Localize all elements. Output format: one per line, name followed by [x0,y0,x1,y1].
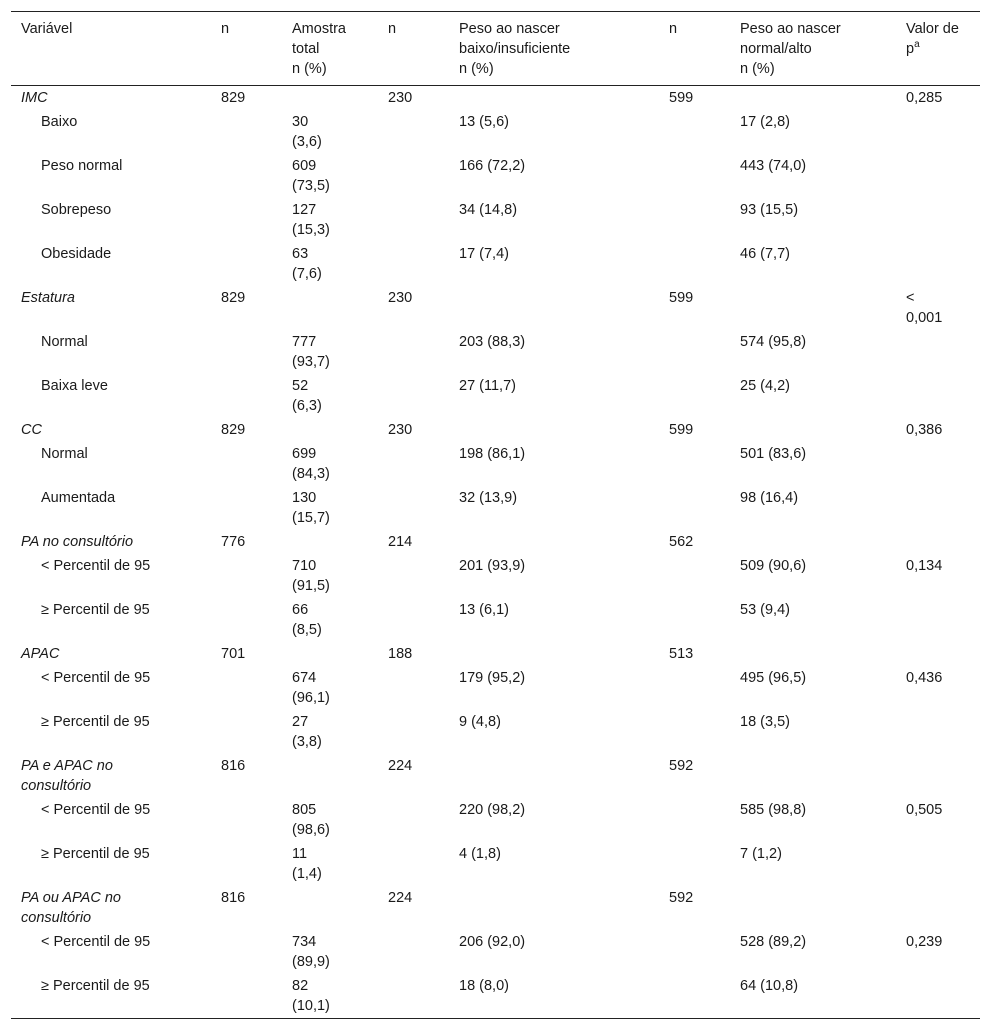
cell-baixo [449,754,659,798]
cell-baixo: 34 (14,8) [459,202,518,218]
cell-empty [659,842,730,886]
cell-baixo: 13 (6,1) [459,602,509,618]
cell-amostra [282,930,378,974]
table-row [11,110,980,154]
header-peso-baixo [449,12,659,86]
cell-empty [659,598,730,642]
cell-p-value: 0,505 [906,802,943,818]
table-row-group [11,754,980,798]
cell-amostra-n: 82 [292,978,309,994]
cell-empty [659,374,730,418]
cell-normal [730,418,896,442]
cell-empty [211,842,282,886]
cell-normal [730,530,896,554]
cell-empty [378,154,449,198]
cell-n-normal: 592 [669,758,694,774]
header-normal-line3: n (%) [740,61,775,77]
row-label: ≥ Percentil de 95 [41,846,150,862]
cell-n-normal: 599 [669,90,694,106]
cell-amostra-pct: (84,3) [292,466,330,482]
cell-empty [378,198,449,242]
cell-n-total: 701 [221,646,246,662]
header-peso-normal [730,12,896,86]
cell-amostra [282,198,378,242]
header-p-line1: Valor de [906,21,959,37]
cell-amostra-pct: (1,4) [292,866,322,882]
cell-baixo: 201 (93,9) [459,558,526,574]
cell-n-baixo: 230 [388,90,413,106]
table-row-group [11,286,980,330]
cell-n-total: 816 [221,758,246,774]
cell-amostra [282,842,378,886]
cell-n-baixo: 214 [388,534,413,550]
table-row [11,930,980,974]
cell-baixo [449,886,659,930]
cell-amostra-n: 66 [292,602,309,618]
cell-amostra-pct: (96,1) [292,690,330,706]
cell-empty [659,154,730,198]
table-row [11,330,980,374]
header-p-letter: p [906,41,915,57]
cell-amostra [282,418,378,442]
cell-n-normal: 599 [669,290,694,306]
cell-empty [659,710,730,754]
cell-empty [659,330,730,374]
cell-p-value: 0,134 [906,558,943,574]
cell-p-value [896,442,980,486]
cell-empty [211,930,282,974]
cell-amostra-n: 63 [292,246,309,262]
cell-amostra-n: 30 [292,114,309,130]
cell-empty [211,110,282,154]
cell-normal: 46 (7,7) [740,246,790,262]
group-label [11,886,211,930]
table-row-group [11,886,980,930]
cell-empty [211,330,282,374]
cell-amostra-n: 130 [292,490,317,506]
cell-p-value [896,598,980,642]
cell-n-normal: 513 [669,646,694,662]
cell-p-value [896,198,980,242]
cell-empty [659,442,730,486]
cell-empty [211,554,282,598]
cell-empty [378,554,449,598]
cell-amostra [282,154,378,198]
row-label: ≥ Percentil de 95 [41,714,150,730]
header-n-normal: n [669,21,678,37]
cell-p-value: 0,239 [906,934,943,950]
cell-p-value [896,974,980,1019]
cell-amostra-pct: (93,7) [292,354,330,370]
cell-p-value [896,642,980,666]
cell-p-value [896,110,980,154]
cell-amostra-n: 127 [292,202,317,218]
cell-n-total: 776 [221,534,246,550]
cell-amostra-n: 805 [292,802,317,818]
cell-p-value [896,754,980,798]
group-label: APAC [21,646,60,662]
table-row [11,598,980,642]
header-p-line2 [906,39,980,59]
cell-empty [211,798,282,842]
cell-baixo [449,642,659,666]
cell-empty [378,374,449,418]
cell-empty [659,242,730,286]
cell-amostra [282,442,378,486]
cell-empty [659,930,730,974]
cell-empty [378,442,449,486]
cell-n-normal: 592 [669,890,694,906]
table-row [11,798,980,842]
cell-empty [211,198,282,242]
cell-amostra-pct: (15,7) [292,510,330,526]
row-label: < Percentil de 95 [41,670,151,686]
data-table [11,11,980,1019]
cell-empty [211,974,282,1019]
header-amostra-total [282,12,378,86]
cell-p-value [896,242,980,286]
cell-amostra [282,486,378,530]
header-valor-p [896,12,980,86]
cell-amostra [282,554,378,598]
cell-amostra-n: 674 [292,670,317,686]
group-label-line1: PA e APAC no [21,758,113,774]
cell-amostra-pct: (3,6) [292,134,322,150]
header-amostra-line1: Amostra [292,21,346,37]
cell-empty [378,930,449,974]
row-label: Baixa leve [41,378,108,394]
cell-n-total: 829 [221,290,246,306]
cell-normal [730,286,896,330]
cell-n-baixo: 230 [388,422,413,438]
cell-p-value [896,486,980,530]
cell-n-total: 816 [221,890,246,906]
cell-n-normal: 562 [669,534,694,550]
cell-amostra-n: 699 [292,446,317,462]
cell-amostra-pct: (98,6) [292,822,330,838]
header-amostra-line2: total [292,41,320,57]
cell-baixo: 27 (11,7) [459,378,516,394]
cell-normal [730,754,896,798]
cell-empty [378,110,449,154]
cell-normal: 501 (83,6) [740,446,807,462]
cell-amostra-n: 609 [292,158,317,174]
cell-normal [730,642,896,666]
cell-empty [378,666,449,710]
cell-normal: 528 (89,2) [740,934,807,950]
cell-normal: 443 (74,0) [740,158,807,174]
header-baixo-line3: n (%) [459,61,494,77]
cell-empty [211,598,282,642]
cell-baixo: 179 (95,2) [459,670,526,686]
cell-normal: 509 (90,6) [740,558,807,574]
table-row [11,842,980,886]
cell-normal: 64 (10,8) [740,978,799,994]
row-label: < Percentil de 95 [41,558,151,574]
cell-amostra-pct: (91,5) [292,578,330,594]
row-label: Normal [41,446,88,462]
cell-baixo: 166 (72,2) [459,158,526,174]
cell-amostra [282,974,378,1019]
header-normal-line1: Peso ao nascer [740,21,841,37]
cell-empty [659,554,730,598]
cell-p-value [896,154,980,198]
row-label: Peso normal [41,158,123,174]
p-value-line1: < [906,290,915,306]
cell-n-baixo: 230 [388,290,413,306]
cell-amostra-pct: (6,3) [292,398,322,414]
cell-n-baixo: 224 [388,890,413,906]
cell-amostra [282,86,378,111]
row-label: ≥ Percentil de 95 [41,602,150,618]
table-row-group [11,86,980,111]
cell-p-value: 0,436 [906,670,943,686]
table-row [11,554,980,598]
cell-amostra-n: 734 [292,934,317,950]
cell-normal: 574 (95,8) [740,334,807,350]
table-row-group [11,642,980,666]
cell-p-value [896,530,980,554]
cell-amostra-n: 11 [292,846,308,862]
group-label-line2: consultório [21,778,92,794]
cell-normal: 53 (9,4) [740,602,790,618]
cell-amostra [282,330,378,374]
cell-amostra [282,886,378,930]
cell-baixo: 17 (7,4) [459,246,509,262]
cell-baixo: 18 (8,0) [459,978,509,994]
table-row [11,154,980,198]
cell-empty [659,110,730,154]
cell-amostra-pct: (3,8) [292,734,322,750]
cell-p-value: 0,386 [906,422,943,438]
group-label: IMC [21,90,48,106]
table-row-group [11,530,980,554]
table-row [11,974,980,1019]
header-n-total: n [221,21,230,37]
cell-p-value [896,374,980,418]
cell-empty [659,486,730,530]
group-label: CC [21,422,42,438]
cell-empty [659,974,730,1019]
cell-amostra [282,798,378,842]
cell-amostra [282,754,378,798]
cell-baixo: 9 (4,8) [459,714,501,730]
table-row-group [11,418,980,442]
table-row [11,666,980,710]
cell-baixo: 4 (1,8) [459,846,501,862]
cell-amostra-n: 710 [292,558,317,574]
header-amostra-line3: n (%) [292,61,327,77]
cell-empty [378,242,449,286]
cell-amostra [282,666,378,710]
cell-amostra [282,598,378,642]
cell-n-baixo: 188 [388,646,413,662]
cell-empty [211,242,282,286]
header-n-baixo: n [388,21,397,37]
cell-empty [211,710,282,754]
table-row [11,710,980,754]
cell-baixo: 220 (98,2) [459,802,526,818]
header-row [11,12,980,86]
table-row [11,442,980,486]
cell-baixo: 198 (86,1) [459,446,526,462]
table-row [11,242,980,286]
table-row [11,486,980,530]
cell-p-value: 0,285 [906,90,943,106]
cell-empty [378,710,449,754]
cell-empty [211,442,282,486]
cell-baixo: 203 (88,3) [459,334,526,350]
cell-amostra [282,530,378,554]
row-label: Sobrepeso [41,202,112,218]
cell-amostra-n: 27 [292,714,309,730]
header-variavel: Variável [21,21,73,37]
cell-empty [659,198,730,242]
p-value-line2: 0,001 [906,310,943,326]
cell-empty [211,666,282,710]
cell-normal: 7 (1,2) [740,846,782,862]
cell-amostra [282,642,378,666]
row-label: < Percentil de 95 [41,934,151,950]
cell-empty [378,974,449,1019]
row-label: Aumentada [41,490,116,506]
cell-amostra-n: 777 [292,334,317,350]
cell-empty [378,798,449,842]
header-baixo-line2: baixo/insuficiente [459,41,571,57]
cell-amostra [282,286,378,330]
cell-normal [730,86,896,111]
cell-normal [730,886,896,930]
cell-baixo [449,418,659,442]
cell-empty [659,798,730,842]
cell-amostra-pct: (15,3) [292,222,330,238]
group-label [11,754,211,798]
table-row [11,374,980,418]
cell-baixo: 32 (13,9) [459,490,518,506]
cell-empty [211,486,282,530]
cell-baixo [449,530,659,554]
cell-empty [378,598,449,642]
cell-baixo: 206 (92,0) [459,934,526,950]
cell-p-value [896,330,980,374]
row-label: ≥ Percentil de 95 [41,978,150,994]
cell-normal: 18 (3,5) [740,714,790,730]
cell-n-normal: 599 [669,422,694,438]
cell-normal: 25 (4,2) [740,378,790,394]
cell-baixo [449,86,659,111]
group-label-line2: consultório [21,910,92,926]
cell-baixo: 13 (5,6) [459,114,509,130]
header-normal-line2: normal/alto [740,41,812,57]
cell-amostra-pct: (89,9) [292,954,330,970]
cell-amostra [282,242,378,286]
cell-empty [378,330,449,374]
cell-empty [659,666,730,710]
group-label: PA no consultório [21,534,134,550]
group-label: Estatura [21,290,75,306]
header-baixo-line1: Peso ao nascer [459,21,560,37]
row-label: < Percentil de 95 [41,802,151,818]
cell-amostra-pct: (7,6) [292,266,322,282]
cell-p-value [896,842,980,886]
cell-p-value [896,710,980,754]
table-row [11,198,980,242]
cell-normal: 585 (98,8) [740,802,807,818]
cell-empty [378,486,449,530]
cell-amostra-pct: (8,5) [292,622,322,638]
header-p-superscript: a [914,39,920,51]
cell-n-total: 829 [221,90,246,106]
cell-amostra [282,374,378,418]
cell-p-value [896,886,980,930]
cell-amostra-pct: (73,5) [292,178,330,194]
cell-amostra-n: 52 [292,378,309,394]
cell-amostra [282,110,378,154]
cell-normal: 17 (2,8) [740,114,790,130]
cell-n-total: 829 [221,422,246,438]
cell-normal: 495 (96,5) [740,670,807,686]
cell-amostra [282,710,378,754]
row-label: Normal [41,334,88,350]
cell-normal: 93 (15,5) [740,202,799,218]
row-label: Obesidade [41,246,112,262]
row-label: Baixo [41,114,78,130]
cell-empty [211,374,282,418]
cell-empty [211,154,282,198]
cell-baixo [449,286,659,330]
cell-empty [378,842,449,886]
cell-normal: 98 (16,4) [740,490,799,506]
cell-n-baixo: 224 [388,758,413,774]
cell-p-value [896,286,980,330]
group-label-line1: PA ou APAC no [21,890,121,906]
cell-amostra-pct: (10,1) [292,998,330,1014]
